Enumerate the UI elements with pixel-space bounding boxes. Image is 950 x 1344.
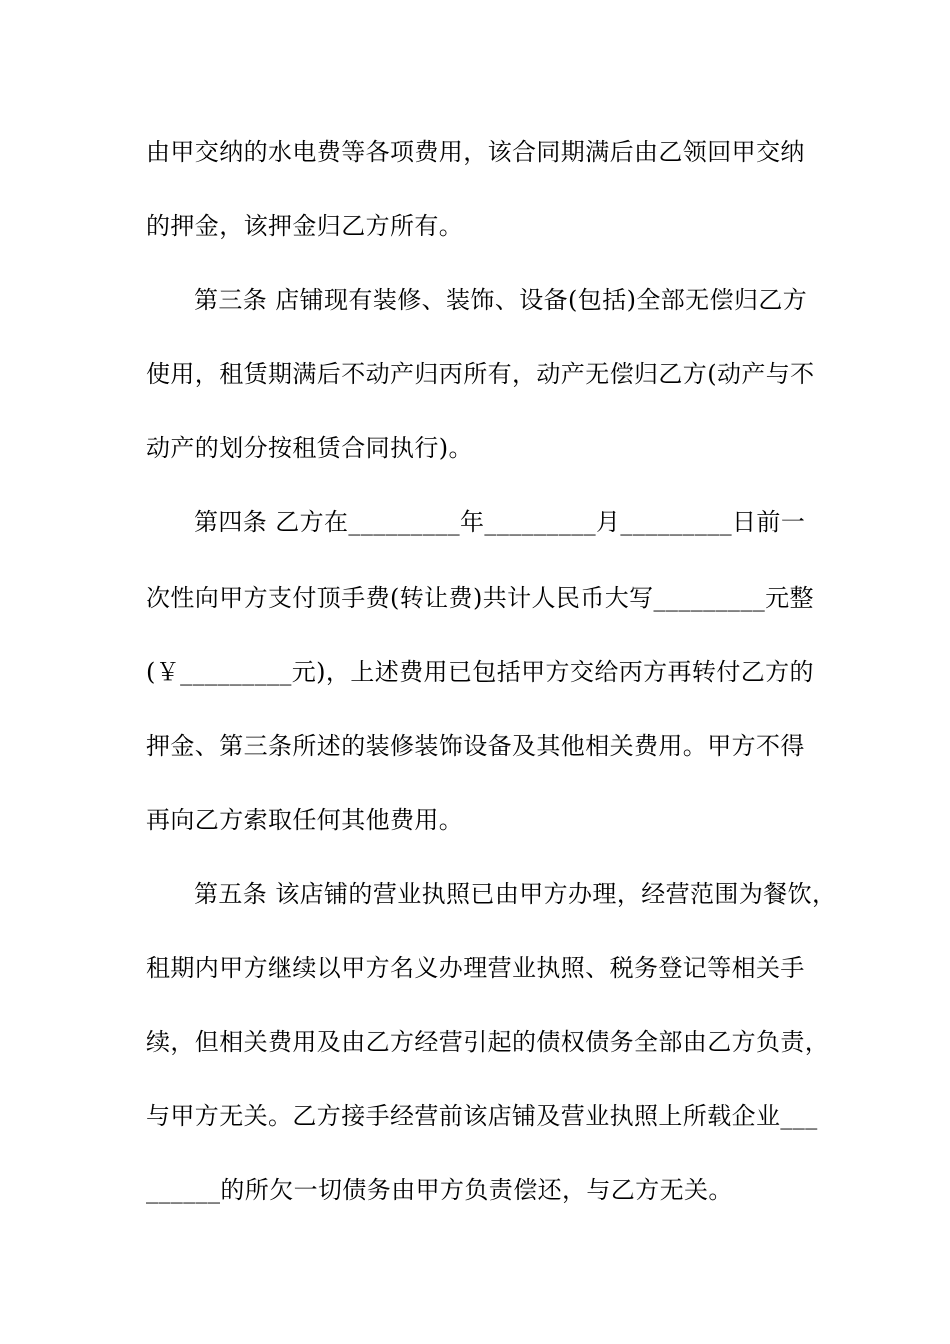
article-5-first-line: 第五条 该店铺的营业执照已由甲方办理，经营范围为餐饮， bbox=[194, 880, 837, 908]
text-line: 押金、第三条所述的装修装饰设备及其他相关费用。甲方不得 bbox=[146, 732, 805, 760]
text-line: 租期内甲方继续以甲方名义办理营业执照、税务登记等相关手 bbox=[146, 954, 805, 982]
article-3-first-line: 第三条 店铺现有装修、装饰、设备(包括)全部无偿归乙方 bbox=[194, 286, 808, 314]
text-line: 的押金，该押金归乙方所有。 bbox=[146, 212, 464, 240]
text-line: 次性向甲方支付顶手费(转让费)共计人民币大写_________元整 bbox=[146, 584, 814, 612]
text-line: ______的所欠一切债务由甲方负责偿还，与乙方无关。 bbox=[146, 1176, 733, 1204]
text-line: 续，但相关费用及由乙方经营引起的债权债务全部由乙方负责， bbox=[146, 1028, 830, 1056]
text-line: 与甲方无关。乙方接手经营前该店铺及营业执照上所载企业___ bbox=[146, 1102, 818, 1130]
text-line: 再向乙方索取任何其他费用。 bbox=[146, 806, 464, 834]
article-4-first-line: 第四条 乙方在_________年_________月_________日前一 bbox=[194, 508, 806, 536]
text-line: 由甲交纳的水电费等各项费用，该合同期满后由乙领回甲交纳 bbox=[146, 138, 805, 166]
text-line: (￥_________元)，上述费用已包括甲方交给丙方再转付乙方的 bbox=[146, 658, 814, 686]
text-line: 动产的划分按租赁合同执行)。 bbox=[146, 434, 473, 462]
text-line: 使用，租赁期满后不动产归丙所有，动产无偿归乙方(动产与不 bbox=[146, 360, 815, 388]
